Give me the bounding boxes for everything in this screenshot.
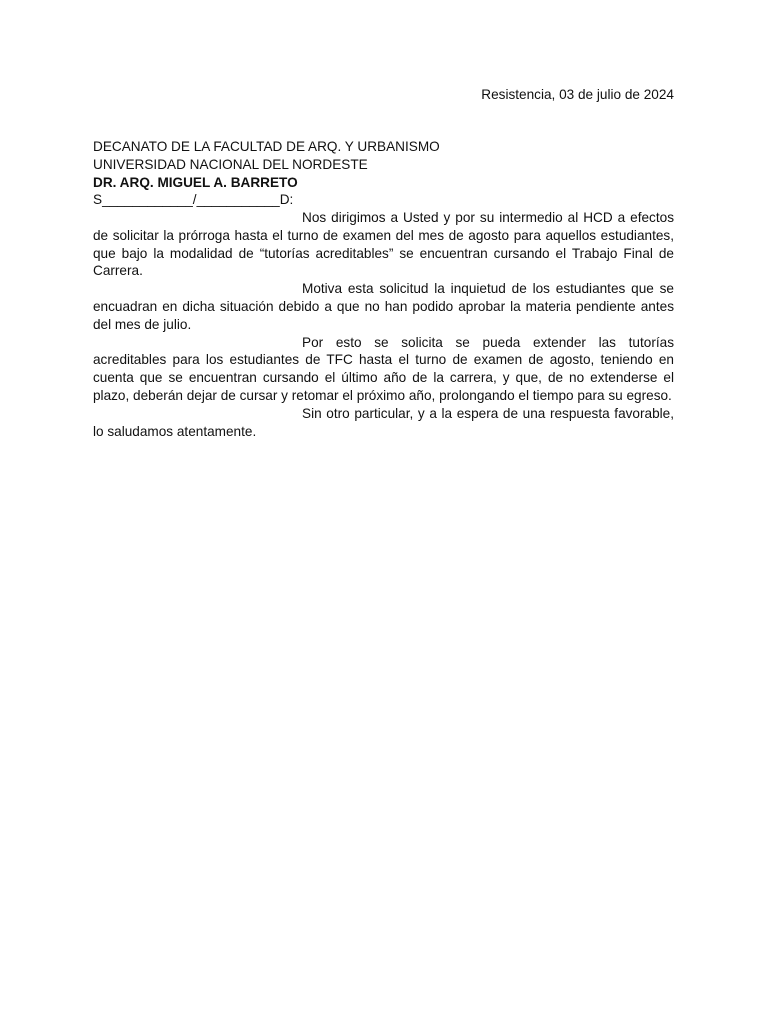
addressee-university: UNIVERSIDAD NACIONAL DEL NORDESTE [93, 156, 368, 172]
paragraph-motivation: Motiva esta solicitud la inquietud de los estudiantes que se encuadran en dicha situación debido a que no han podido aprobar la materia pendiente antes del mes de julio. [93, 281, 674, 332]
salutation-line: S____________/___________D: [93, 192, 294, 208]
addressee-name: DR. ARQ. MIGUEL A. BARRETO [93, 174, 298, 190]
letter-body [93, 209, 674, 440]
addressee-faculty: DECANATO DE LA FACULTAD DE ARQ. Y URBANISMO [93, 139, 440, 154]
paragraph-request: Nos dirigimos a Usted y por su intermedio al HCD a efectos de solicitar la prórroga hasta el turno de examen del mes de agosto para aquellos estudiantes, que bajo la modalidad de “tutorías acreditables” se encuentran cursando el Trabajo Final de Carrera. [93, 210, 674, 279]
paragraph-justification: Por esto se solicita se pueda extender las tutorías acreditables para los estudiantes de TFC hasta el turno de examen de agosto, teniendo en cuenta que se encuentran cursando el último año de la carrera, y que, de no extenderse el plazo, deberán dejar de cursar y retomar el próximo año, prolongando el tiempo para su egreso. [93, 334, 674, 403]
letter-date: Resistencia, 03 de julio de 2024 [481, 87, 674, 102]
addressee-block [93, 138, 675, 209]
paragraph-closing: Sin otro particular, y a la espera de una respuesta favorable, lo saludamos atentamente. [93, 405, 674, 439]
